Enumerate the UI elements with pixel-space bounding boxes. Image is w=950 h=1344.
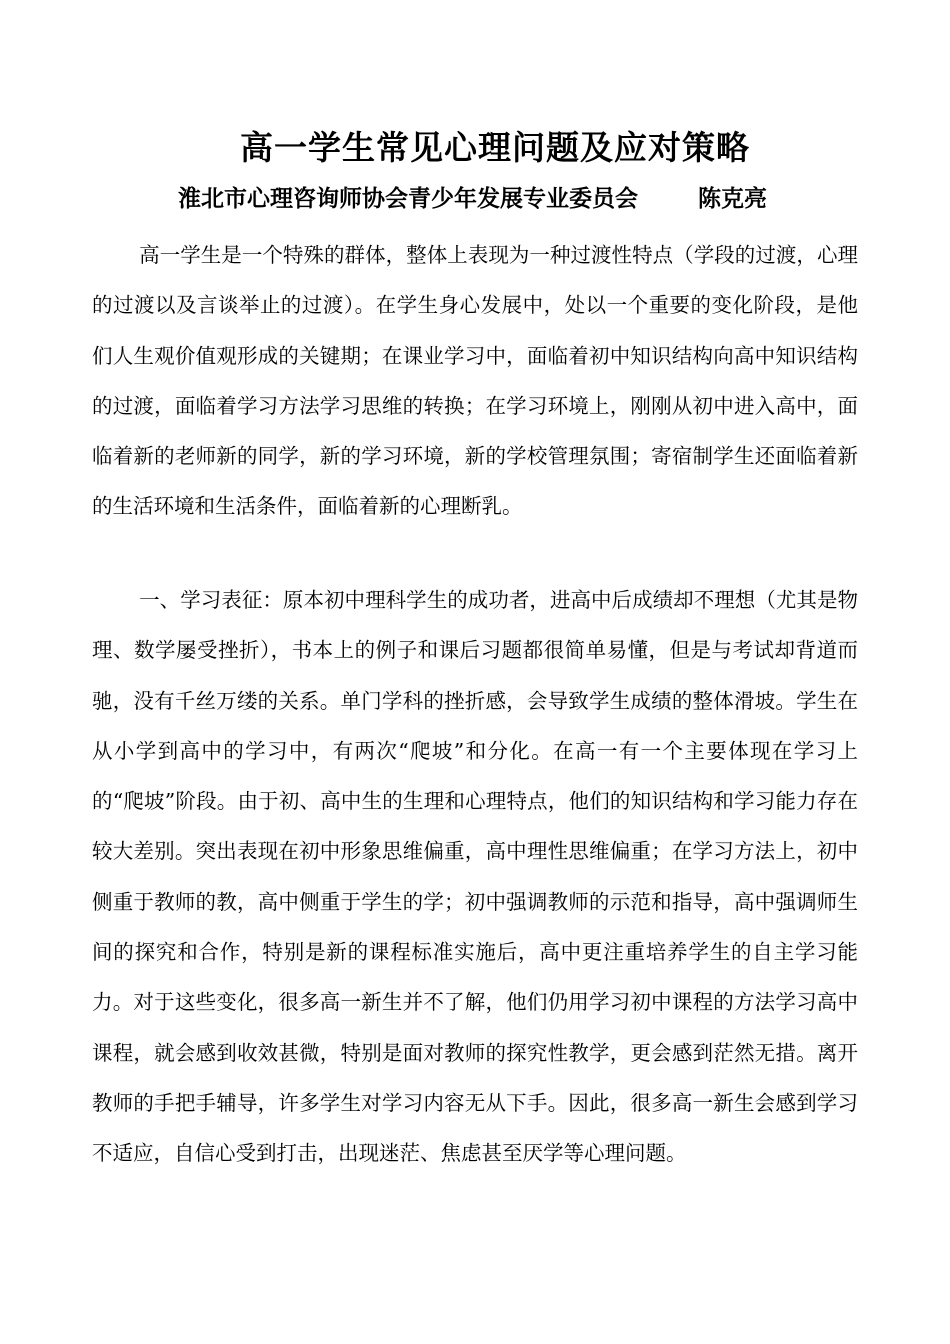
document-title: 高一学生常见心理问题及应对策略 bbox=[240, 128, 750, 167]
author-organization: 淮北市心理咨询师协会青少年发展专业委员会 bbox=[178, 185, 638, 212]
section-one-paragraph: 一、学习表征：原本初中理科学生的成功者，进高中后成绩却不理想（尤其是物理、数学屡受挫折），书本上的例子和课后习题都很简单易懂，但是与考试却背道而驰，没有千丝万缕的关系。单门学科的挫折感，会导致学生成绩的整体滑坡。学生在从小学到高中的学习中，有两次“爬坡”和分化。在高一有一个主要体现在学习上的“爬坡”阶段。由于初、高中生的生理和心理特点，他们的知识结构和学习能力存在较大差别。突出表现在初中形象思维偏重，高中理性思维偏重；在学习方法上，初中侧重于教师的教，高中侧重于学生的学；初中强调教师的示范和指导，高中强调师生间的探究和合作，特别是新的课程标准实施后，高中更注重培养学生的自主学习能力。对于这些变化，很多高一新生并不了解，他们仍用学习初中课程的方法学习高中课程，就会感到收效甚微，特别是面对教师的探究性教学，更会感到茫然无措。离开教师的手把手辅导，许多学生对学习内容无从下手。因此，很多高一新生会感到学习不适应，自信心受到打击，出现迷茫、焦虑甚至厌学等心理问题。 bbox=[92, 588, 858, 1166]
author-name: 陈克亮 bbox=[698, 185, 768, 212]
intro-paragraph: 高一学生是一个特殊的群体，整体上表现为一种过渡性特点（学段的过渡，心理的过渡以及言谈举止的过渡）。在学生身心发展中，处以一个重要的变化阶段，是他们人生观价值观形成的关键期；在课业学习中，面临着初中知识结构向高中知识结构的过渡，面临着学习方法学习思维的转换；在学习环境上，刚刚从初中进入高中，面临着新的老师新的同学，新的学习环境，新的学校管理氛围；寄宿制学生还面临着新的生活环境和生活条件，面临着新的心理断乳。 bbox=[92, 243, 858, 519]
byline bbox=[178, 181, 767, 217]
